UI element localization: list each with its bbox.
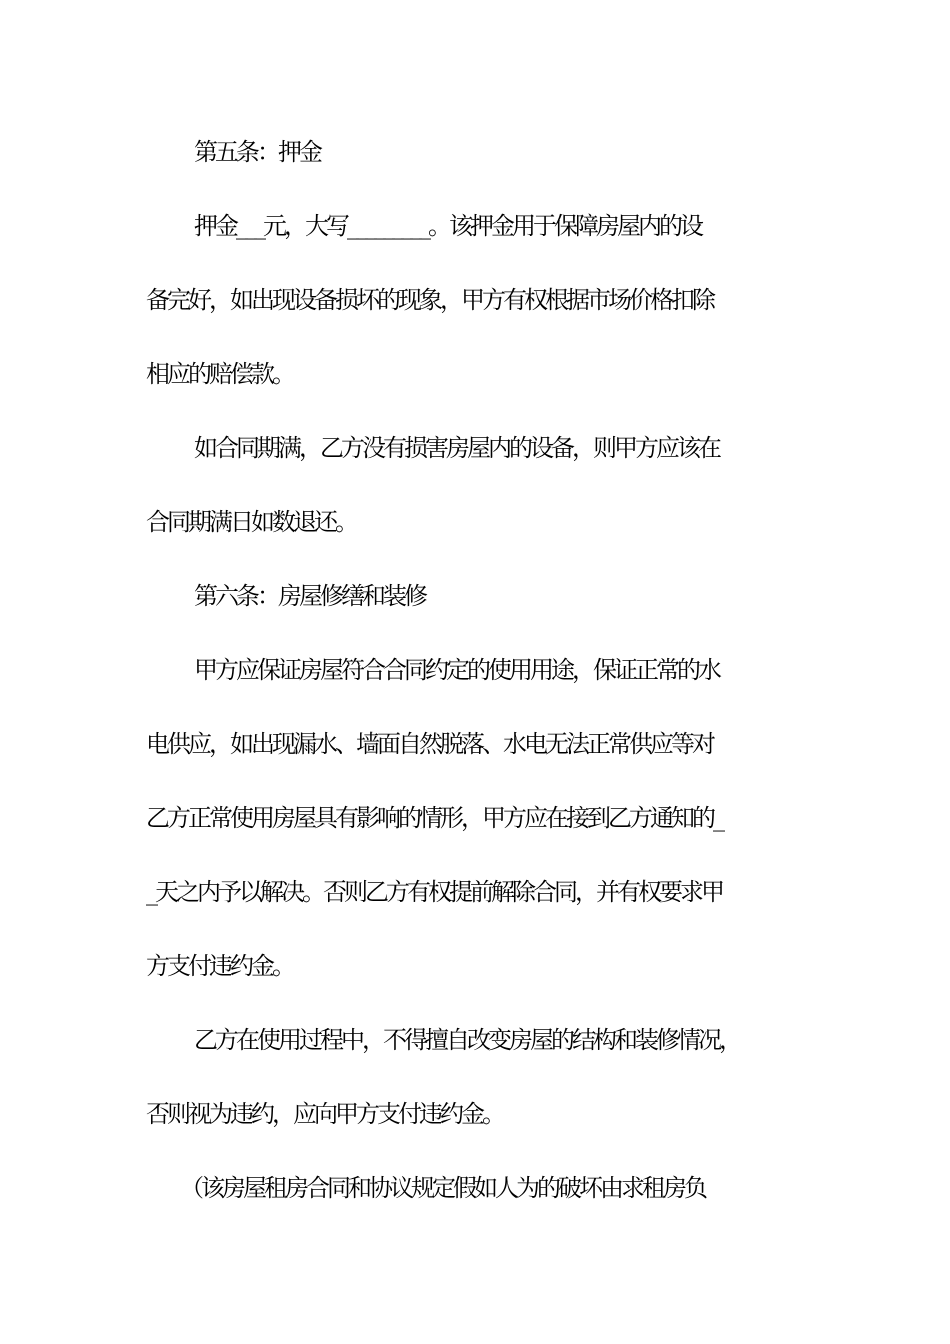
paragraph-line: 备完好，如出现设备损坏的现象，甲方有权根据市场价格扣除 <box>146 286 713 314</box>
paragraph-line: （该房屋租房合同和协议规定假如人为的破坏由求租房负 <box>180 1174 705 1202</box>
paragraph-line: 押金___元，大写_________。该押金用于保障房屋内的设 <box>194 212 701 240</box>
paragraph-line: 相应的赔偿款。 <box>146 360 293 388</box>
paragraph-line: _天之内予以解决。否则乙方有权提前解除合同，并有权要求甲 <box>146 878 722 906</box>
article-5-heading: 第五条：押金 <box>194 138 320 166</box>
paragraph-line: 乙方正常使用房屋具有影响的情形，甲方应在接到乙方通知的_ <box>146 804 722 832</box>
paragraph-line: 否则视为违约，应向甲方支付违约金。 <box>146 1100 503 1128</box>
article-6-heading: 第六条：房屋修缮和装修 <box>194 582 425 610</box>
paragraph-line: 乙方在使用过程中，不得擅自改变房屋的结构和装修情况， <box>194 1026 740 1054</box>
paragraph-line: 方支付违约金。 <box>146 952 293 980</box>
paragraph-line: 电供应，如出现漏水、墙面自然脱落、水电无法正常供应等对 <box>146 730 713 758</box>
paragraph-line: 合同期满日如数退还。 <box>146 508 356 536</box>
paragraph-line: 甲方应保证房屋符合合同约定的使用用途，保证正常的水 <box>194 656 719 684</box>
paragraph-line: 如合同期满，乙方没有损害房屋内的设备，则甲方应该在 <box>194 434 719 462</box>
